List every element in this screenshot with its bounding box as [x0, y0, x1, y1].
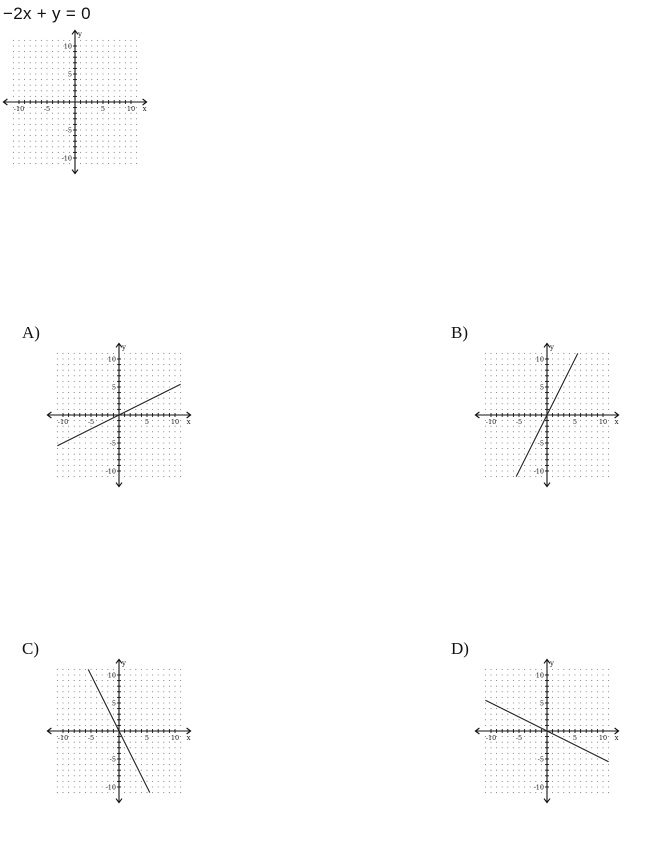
y-tick-label: 5 [539, 699, 544, 708]
y-tick-label: -10 [105, 783, 116, 792]
y-tick-label: 10 [63, 42, 72, 51]
y-tick-label: -10 [61, 154, 72, 163]
y-tick-label: -5 [109, 439, 116, 448]
x-tick-label: 5 [144, 734, 150, 742]
y-tick-label: -5 [109, 755, 116, 764]
x-tick-label: 10 [598, 734, 608, 742]
x-tick-label: -5 [515, 418, 523, 426]
x-tick-label: 10 [126, 105, 136, 113]
x-tick-label: 10 [170, 734, 180, 742]
x-tick-label: -5 [87, 418, 95, 426]
x-tick-label: -10 [57, 418, 69, 426]
y-axis-label: y [122, 343, 126, 352]
x-tick-label: 5 [572, 734, 578, 742]
x-axis-label: x [186, 734, 191, 742]
x-tick-label: -5 [87, 734, 95, 742]
y-tick-label: -10 [533, 467, 544, 476]
x-tick-label: 10 [598, 418, 608, 426]
choice-c-graph[interactable] [46, 659, 196, 807]
choice-b-label[interactable]: B) [451, 323, 468, 342]
question-equation: −2x + y = 0 [3, 4, 91, 23]
y-tick-label: 5 [111, 699, 116, 708]
x-tick-label: -10 [57, 734, 69, 742]
prompt-graph [2, 30, 152, 178]
y-tick-label: 10 [107, 355, 116, 364]
x-axis-label: x [142, 105, 147, 113]
y-axis-label: y [122, 659, 126, 668]
choice-c-label[interactable]: C) [22, 639, 39, 658]
x-tick-label: 10 [170, 418, 180, 426]
x-tick-label: 5 [144, 418, 150, 426]
y-tick-label: -5 [537, 439, 544, 448]
x-tick-label: -10 [13, 105, 25, 113]
x-axis-label: x [614, 734, 619, 742]
y-tick-label: 5 [67, 70, 72, 79]
y-tick-label: 5 [539, 383, 544, 392]
x-axis-label: x [186, 418, 191, 426]
y-tick-label: 10 [107, 671, 116, 680]
choice-b-graph[interactable] [474, 343, 624, 491]
choice-d-label[interactable]: D) [451, 639, 469, 658]
x-axis-label: x [614, 418, 619, 426]
y-tick-label: -10 [105, 467, 116, 476]
choice-a-graph[interactable] [46, 343, 196, 491]
y-axis-label: y [550, 343, 554, 352]
y-axis-label: y [78, 30, 82, 39]
x-tick-label: -10 [485, 734, 497, 742]
y-axis-label: y [550, 659, 554, 668]
y-tick-label: -10 [533, 783, 544, 792]
y-tick-label: -5 [537, 755, 544, 764]
y-tick-label: 10 [535, 355, 544, 364]
y-tick-label: 5 [111, 383, 116, 392]
choice-d-graph[interactable] [474, 659, 624, 807]
x-tick-label: 5 [572, 418, 578, 426]
x-tick-label: -10 [485, 418, 497, 426]
y-tick-label: -5 [65, 126, 72, 135]
y-tick-label: 10 [535, 671, 544, 680]
x-tick-label: -5 [515, 734, 523, 742]
choice-a-label[interactable]: A) [22, 323, 40, 342]
x-tick-label: 5 [100, 105, 106, 113]
x-tick-label: -5 [43, 105, 51, 113]
